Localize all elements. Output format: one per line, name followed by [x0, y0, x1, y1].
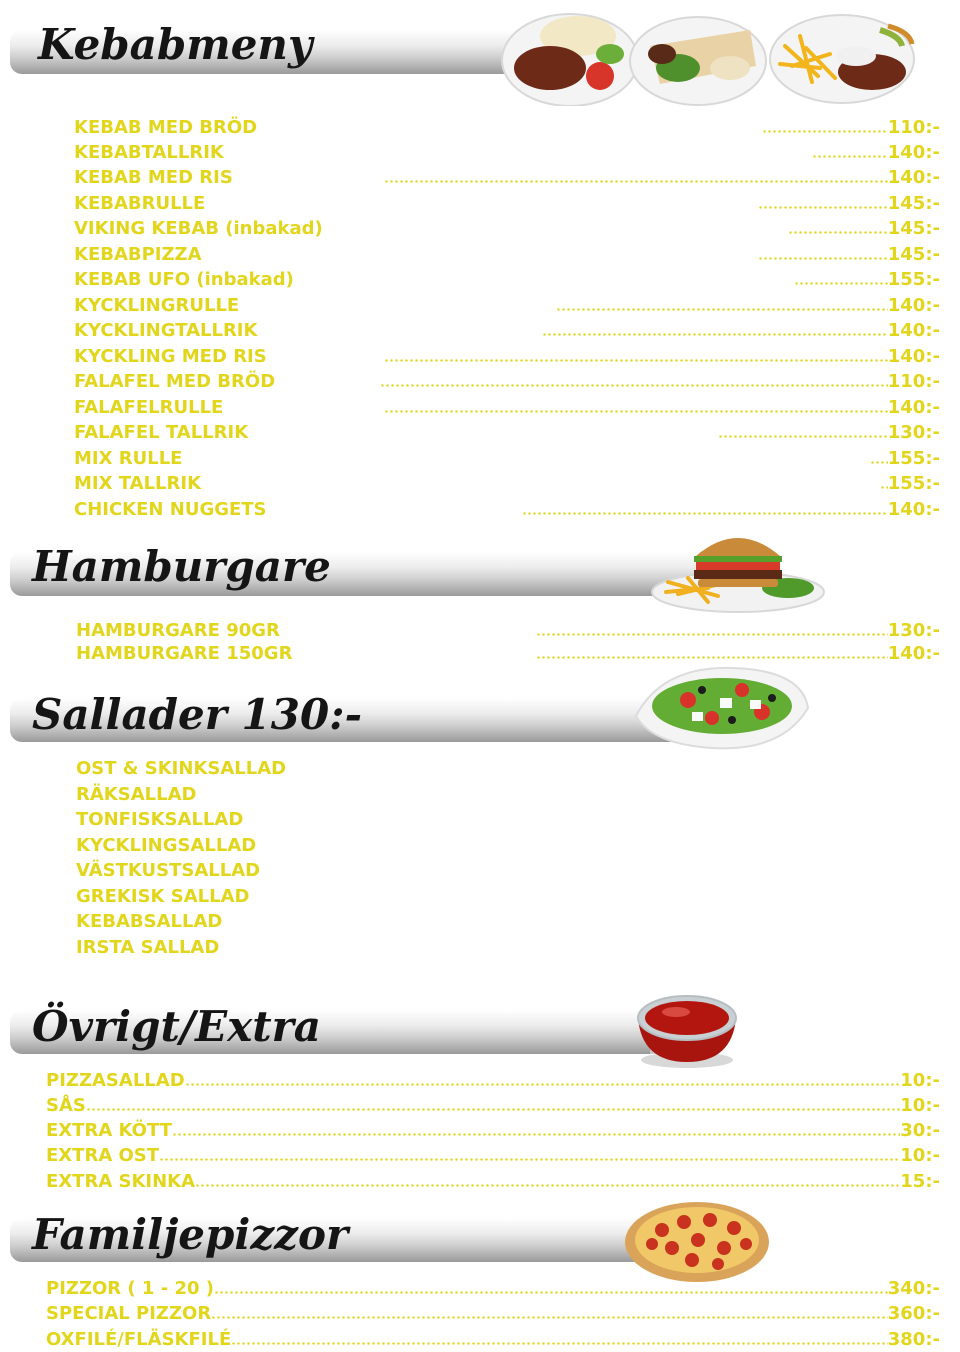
item-price: 140:- [887, 167, 940, 188]
burger-icon [648, 522, 828, 614]
kebab-item-row [74, 394, 940, 418]
item-name: MIX RULLE [74, 448, 183, 469]
dot-leader [788, 231, 888, 234]
salad-item: KEBABSALLAD [76, 911, 223, 932]
dot-leader [794, 282, 888, 285]
item-name: KEBAB MED BRÖD [74, 117, 258, 138]
item-price: 130:- [887, 620, 940, 641]
item-name: EXTRA OST [46, 1145, 160, 1166]
item-name: HAMBURGARE 150GR [76, 643, 293, 664]
dot-leader [159, 1158, 900, 1161]
item-price: 140:- [887, 295, 940, 316]
item-price: 140:- [887, 346, 940, 367]
kebab-item-row [74, 368, 940, 392]
item-name: EXTRA KÖTT [46, 1120, 172, 1141]
dot-leader [812, 155, 888, 158]
dot-leader [172, 1133, 900, 1136]
extra-item-row [46, 1067, 940, 1091]
item-name: PIZZOR ( 1 - 20 ) [46, 1278, 214, 1299]
item-price: 155:- [887, 473, 940, 494]
item-price: 140:- [887, 397, 940, 418]
salad-item: KYCKLINGSALLAD [76, 835, 257, 856]
item-name: KYCKLINGRULLE [74, 295, 240, 316]
item-name: FALAFEL MED BRÖD [74, 371, 276, 392]
item-name: KYCKLINGTALLRIK [74, 320, 258, 341]
kebab-item-row [74, 114, 940, 138]
item-price: 155:- [887, 448, 940, 469]
item-price: 155:- [887, 269, 940, 290]
pizza-item-row [46, 1326, 940, 1350]
familjepizzor-section-title: Familjepizzor [32, 1210, 349, 1259]
kebab-item-row [74, 241, 940, 265]
kebab-section-title: Kebabmeny [38, 20, 313, 69]
dot-leader [384, 410, 888, 413]
dot-leader [185, 1083, 901, 1086]
kebab-item-row [74, 470, 940, 494]
kebab-plates-icon [500, 6, 950, 106]
item-name: SPECIAL PIZZOR [46, 1303, 212, 1324]
salad-item: IRSTA SALLAD [76, 937, 220, 958]
item-name: VIKING KEBAB (inbakad) [74, 218, 323, 239]
item-price: 110:- [887, 371, 940, 392]
salad-item: OST & SKINKSALLAD [76, 758, 287, 779]
item-name: KYCKLING MED RIS [74, 346, 267, 367]
kebab-item-row [74, 343, 940, 367]
item-name: KEBABTALLRIK [74, 142, 224, 163]
item-name: MIX TALLRIK [74, 473, 202, 494]
item-price: 360:- [887, 1303, 940, 1324]
dot-leader [380, 384, 888, 387]
item-name: KEBAB UFO (inbakad) [74, 269, 294, 290]
item-price: 340:- [887, 1278, 940, 1299]
item-price: 10:- [900, 1070, 940, 1091]
kebab-item-row [74, 139, 940, 163]
dot-leader [556, 308, 888, 311]
dot-leader [86, 1108, 900, 1111]
dot-leader [536, 633, 888, 636]
salad-icon [632, 660, 812, 752]
item-price: 140:- [887, 499, 940, 520]
item-name: KEBAB MED RIS [74, 167, 233, 188]
item-price: 15:- [900, 1171, 940, 1192]
item-price: 10:- [900, 1145, 940, 1166]
item-price: 110:- [887, 117, 940, 138]
kebab-item-row [74, 445, 940, 469]
pizza-icon [622, 1194, 772, 1284]
sallader-section-title: Sallader 130:- [32, 690, 363, 739]
dot-leader [870, 461, 888, 464]
extra-item-row [46, 1092, 940, 1116]
item-price: 145:- [887, 244, 940, 265]
dot-leader [231, 1342, 888, 1345]
item-price: 380:- [887, 1329, 940, 1350]
item-name: OXFILÉ/FLÄSKFILÉ [46, 1329, 232, 1350]
dot-leader [718, 435, 888, 438]
salad-item: VÄSTKUSTSALLAD [76, 860, 261, 881]
item-price: 145:- [887, 218, 940, 239]
dot-leader [762, 130, 888, 133]
kebab-item-row [74, 190, 940, 214]
dot-leader [880, 486, 888, 489]
dot-leader [522, 512, 888, 515]
item-name: KEBABPIZZA [74, 244, 202, 265]
dot-leader [384, 180, 888, 183]
item-price: 140:- [887, 643, 940, 664]
pizza-item-row [46, 1275, 940, 1299]
salad-item: GREKISK SALLAD [76, 886, 250, 907]
salad-item: RÄKSALLAD [76, 784, 197, 805]
kebab-item-row [74, 419, 940, 443]
kebab-item-row [74, 266, 940, 290]
item-name: FALAFELRULLE [74, 397, 224, 418]
item-name: KEBABRULLE [74, 193, 206, 214]
item-name: CHICKEN NUGGETS [74, 499, 267, 520]
item-price: 140:- [887, 142, 940, 163]
dot-leader [384, 359, 888, 362]
dot-leader [195, 1184, 900, 1187]
kebab-item-row [74, 317, 940, 341]
salad-item: TONFISKSALLAD [76, 809, 244, 830]
dot-leader [758, 206, 888, 209]
extra-item-row [46, 1117, 940, 1141]
dot-leader [542, 333, 888, 336]
extra-item-row [46, 1168, 940, 1192]
dot-leader [214, 1291, 888, 1294]
dot-leader [758, 257, 888, 260]
dot-leader [211, 1316, 888, 1319]
item-price: 30:- [900, 1120, 940, 1141]
item-price: 140:- [887, 320, 940, 341]
hamburgare-item-row [76, 617, 940, 641]
hamburgare-section-title: Hamburgare [32, 542, 331, 591]
ketchup-bowl-icon [632, 990, 742, 1070]
extra-item-row [46, 1142, 940, 1166]
item-name: PIZZASALLAD [46, 1070, 185, 1091]
pizza-item-row [46, 1300, 940, 1324]
kebab-item-row [74, 164, 940, 188]
ovrigt-section-title: Övrigt/Extra [32, 1002, 321, 1051]
kebab-item-row [74, 292, 940, 316]
item-name: SÅS [46, 1095, 86, 1116]
item-name: FALAFEL TALLRIK [74, 422, 249, 443]
item-price: 130:- [887, 422, 940, 443]
dot-leader [536, 656, 888, 659]
item-name: HAMBURGARE 90GR [76, 620, 280, 641]
item-price: 145:- [887, 193, 940, 214]
item-price: 10:- [900, 1095, 940, 1116]
kebab-item-row [74, 496, 940, 520]
item-name: EXTRA SKINKA [46, 1171, 196, 1192]
kebab-item-row [74, 215, 940, 239]
